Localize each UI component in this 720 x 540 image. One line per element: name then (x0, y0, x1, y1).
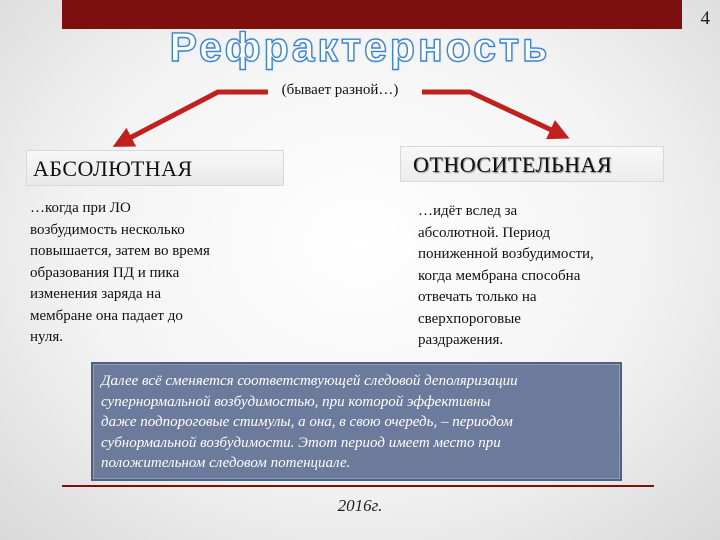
right-branch-arrow (422, 92, 560, 134)
slide-subtitle: (бывает разной…) (281, 82, 399, 98)
absolute-description: …когда при ЛО возбудимость несколько повышается, затем во время образования ПД и пика изменения заряда на мембране она падает до нуля. (30, 200, 210, 345)
bottom-divider (62, 485, 654, 487)
absolute-heading: АБСОЛЮТНАЯ (26, 150, 284, 186)
note-text: Далее всё сменяется соответствующей следовой деполяризации супернормальной возбудимостью, при которой эффективны даже подпороговые стимулы, а она, в свою очередь, – периодом субнормальной возбудимости. Этот период имеет место при положительном следовом потенциале. (101, 373, 518, 471)
footer-year: 2016г. (337, 496, 383, 515)
relative-heading: ОТНОСИТЕЛЬНАЯ (400, 146, 664, 182)
note-box (91, 362, 622, 481)
page-number: 4 (700, 8, 710, 29)
left-branch-arrow (122, 92, 268, 142)
relative-description: …идёт вслед за абсолютной. Период пониженной возбудимости, когда мембрана способна отвечать только на сверхпороговые раздражения. (418, 203, 594, 348)
slide-title: Рефрактерность (169, 24, 551, 70)
